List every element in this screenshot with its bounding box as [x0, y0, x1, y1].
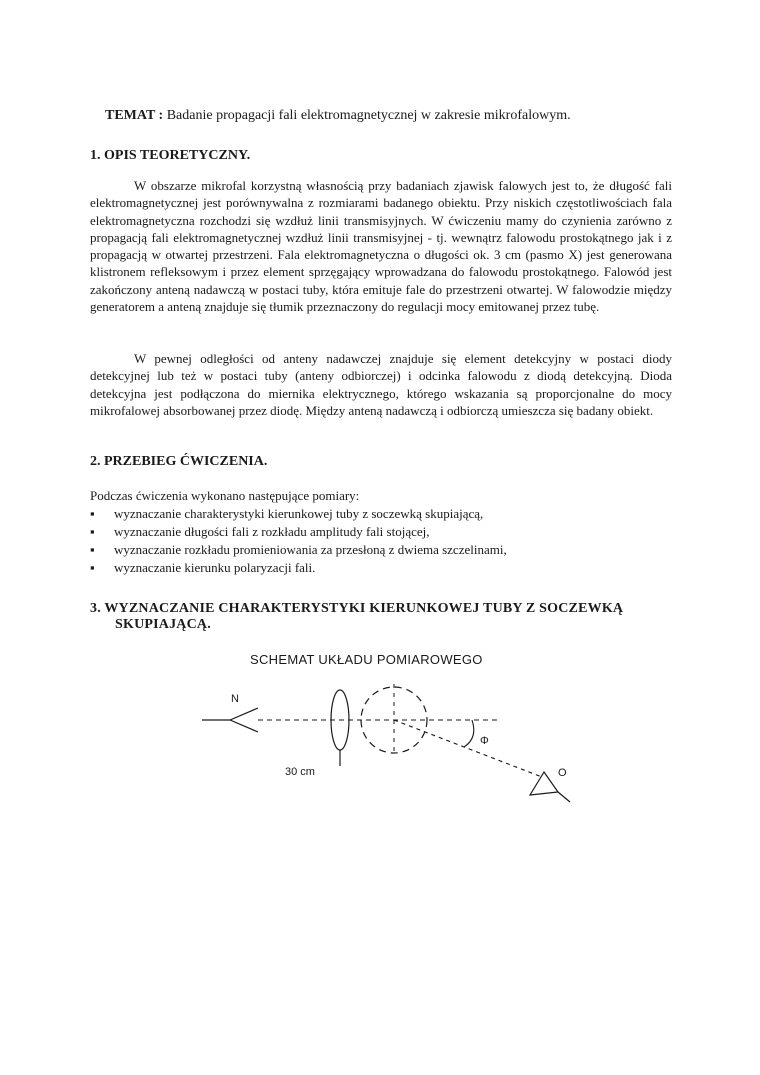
list-item [90, 541, 690, 559]
transmitter-horn-icon [202, 708, 258, 732]
angle-label: Φ [480, 735, 489, 747]
list-item [90, 523, 690, 541]
section3-title [90, 601, 690, 633]
list-item [90, 559, 690, 577]
bullet-icon: ▪ [90, 560, 95, 575]
section2-title: 2. PRZEBIEG ĆWICZENIA. [90, 454, 268, 469]
topic-label: TEMAT : [105, 108, 164, 123]
list-item-text: wyznaczanie kierunku polaryzacji fali. [114, 560, 316, 575]
schema-title: SCHEMAT UKŁADU POMIAROWEGO [250, 652, 483, 667]
measurement-list [90, 505, 690, 577]
bullet-icon: ▪ [90, 524, 95, 539]
section2-intro: Podczas ćwiczenia wykonano następujące pomiary: [90, 488, 360, 503]
list-item-text: wyznaczanie długości fali z rozkładu amplitudy fali stojącej, [114, 524, 430, 539]
section3-title-line2: SKUPIAJĄCĄ. [115, 617, 211, 632]
receiver-label: O [558, 767, 567, 779]
topic-line [105, 108, 705, 124]
list-item-text: wyznaczanie charakterystyki kierunkowej tuby z soczewką skupiającą, [114, 506, 484, 521]
section1-paragraph2: W pewnej odległości od anteny nadawczej znajduje się element detekcyjny w postaci diody detekcyjnej lub też w postaci tuby (anteny odbiorczej) i odcinka falowodu z diodą detekcyjną. Dioda detekcyjna jest podłączona do miernika elektrycznego, którego wskazania są proporcjonalne do mocy mikrofalowej absorbowanej przez diodę. Między anteną nadawczą i odbiorczą umieszcza się badany obiekt. [90, 351, 672, 418]
receiver-direction-line [394, 720, 542, 777]
lens-icon [331, 690, 349, 766]
section3-title-line1: 3. WYZNACZANIE CHARAKTERYSTYKI KIERUNKOWEJ TUBY Z SOCZEWKĄ [90, 601, 624, 616]
bullet-icon: ▪ [90, 542, 95, 557]
bullet-icon: ▪ [90, 506, 95, 521]
topic-text: Badanie propagacji fali elektromagnetycznej w zakresie mikrofalowym. [166, 108, 571, 123]
measurement-setup-diagram [190, 680, 590, 810]
list-item [90, 505, 690, 523]
angle-arc [464, 720, 474, 747]
distance-label: 30 cm [285, 766, 315, 778]
section1-paragraph1: W obszarze mikrofal korzystną własnością przy badaniach zjawisk falowych jest to, że długość fali elektromagnetycznej jest porównywalna z rozmiarami badanego obiektu. Przy niskich częstotliwościach fala elektromagnetyczna rozchodzi się wzdłuż linii transmisyjnych. W ćwiczeniu mamy do czynienia zarówno z propagacją fali elektromagnetycznej wzdłuż linii transmisyjnej - tj. wewnątrz falowodu prostokątnego jak i z propagacją w otwartej przestrzeni. Fala elektromagnetyczna o długości ok. 3 cm (pasmo X) jest generowana klistronem refleksowym i przez element sprzęgający wprowadzana do falowodu prostokątnego. Falowód jest zakończony anteną nadawczą w postaci tuby, która emituje fale do przestrzeni otwartej. W falowodzie między generatorem a anteną znajduje się tłumik przeznaczony do regulacji mocy emitowanej przez tubę. [90, 178, 672, 315]
section1-title: 1. OPIS TEORETYCZNY. [90, 148, 251, 163]
transmitter-label: N [231, 693, 239, 705]
list-item-text: wyznaczanie rozkładu promieniowania za przesłoną z dwiema szczelinami, [114, 542, 507, 557]
